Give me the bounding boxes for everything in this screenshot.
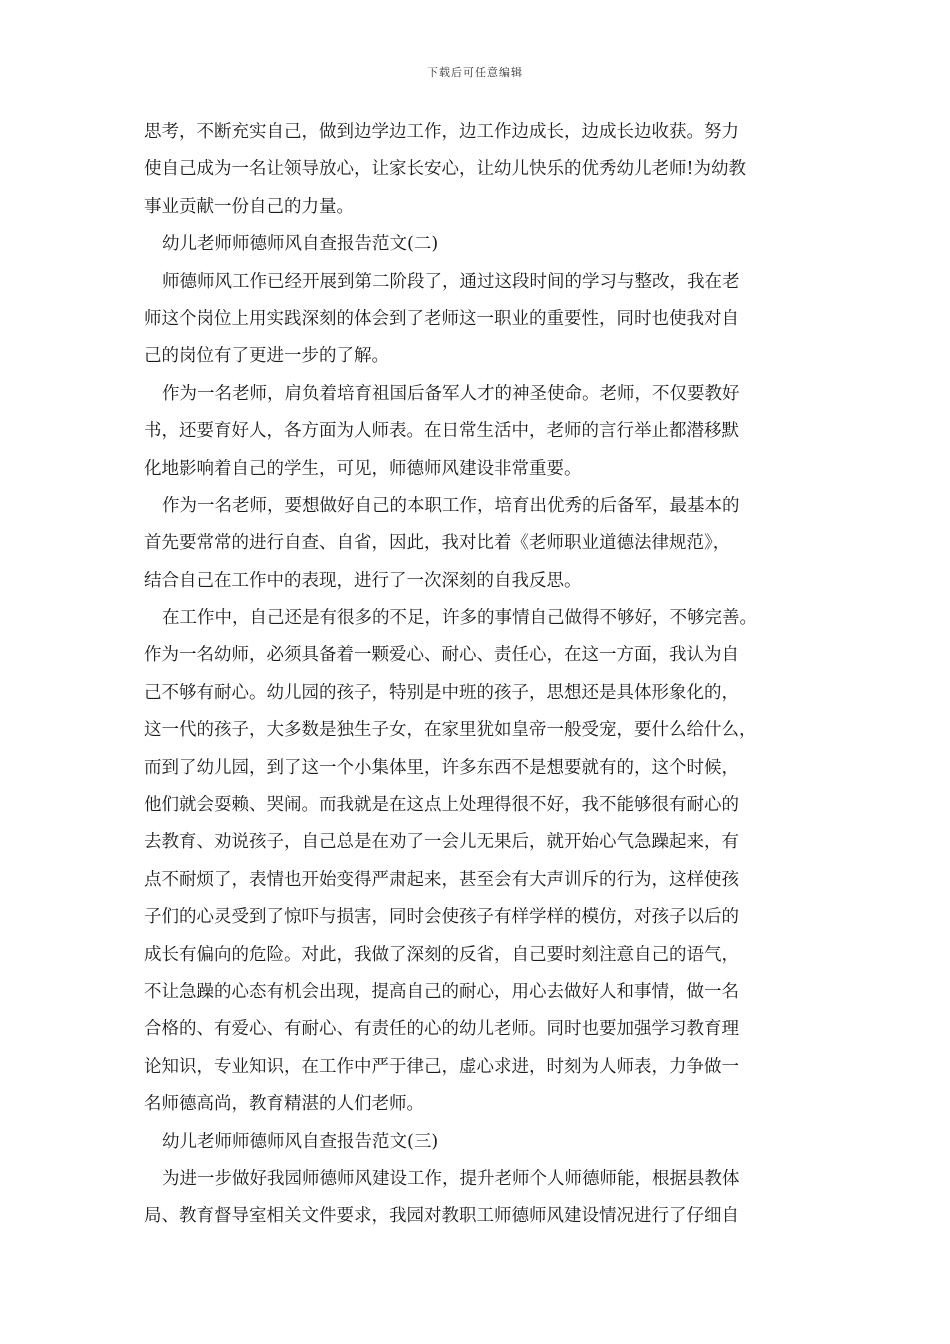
text-line: 这一代的孩子，大多数是独生子女，在家里犹如皇帝一般受宠，要什么给什么， xyxy=(144,720,757,741)
text-line: 点不耐烦了，表情也开始变得严肃起来，甚至会有大声训斥的行为，这样使孩 xyxy=(144,869,739,890)
text-line: 幼儿老师师德师风自查报告范文(二) xyxy=(162,234,439,255)
text-line: 合格的、有爱心、有耐心、有责任的心的幼儿老师。同时也要加强学习教育理 xyxy=(144,1019,739,1040)
text-line: 他们就会耍赖、哭闹。而我就是在这点上处理得很不好，我不能够很有耐心的 xyxy=(144,795,739,816)
text-line: 不让急躁的心态有机会出现，提高自己的耐心，用心去做好人和事情，做一名 xyxy=(144,981,739,1002)
text-line: 使自己成为一名让领导放心，让家长安心，让幼儿快乐的优秀幼儿老师!为幼教 xyxy=(144,159,747,180)
text-line: 作为一名幼师，必须具备着一颗爱心、耐心、责任心，在这一方面，我认为自 xyxy=(144,645,739,666)
text-line: 名师德高尚，教育精湛的人们老师。 xyxy=(144,1094,424,1115)
text-line: 作为一名老师，肩负着培育祖国后备军人才的神圣使命。老师，不仅要教好 xyxy=(162,383,740,404)
text-line: 作为一名老师，要想做好自己的本职工作，培育出优秀的后备军，最基本的 xyxy=(162,495,740,516)
text-line: 书，还要育好人，各方面为人师表。在日常生活中，老师的言行举止都潜移默 xyxy=(144,421,739,442)
text-line: 师德师风工作已经开展到第二阶段了，通过这段时间的学习与整改，我在老 xyxy=(162,271,740,292)
text-line: 事业贡献一份自己的力量。 xyxy=(144,196,354,217)
text-line: 而到了幼儿园，到了这一个小集体里，许多东西不是想要就有的，这个时候， xyxy=(144,757,739,778)
text-line: 结合自己在工作中的表现，进行了一次深刻的自我反思。 xyxy=(144,570,582,591)
text-line: 成长有偏向的危险。对此，我做了深刻的反省，自己要时刻注意自己的语气， xyxy=(144,944,739,965)
text-line: 去教育、劝说孩子，自己总是在劝了一会儿无果后，就开始心气急躁起来，有 xyxy=(144,832,739,853)
text-line: 局、教育督导室相关文件要求，我园对教职工师德师风建设情况进行了仔细自 xyxy=(144,1206,739,1227)
text-line: 师这个岗位上用实践深刻的体会到了老师这一职业的重要性，同时也使我对自 xyxy=(144,308,739,329)
page-header: 下载后可任意编辑 xyxy=(427,66,523,79)
text-line: 思考，不断充实自己，做到边学边工作，边工作边成长，边成长边收获。努力 xyxy=(144,122,739,142)
text-line: 论知识，专业知识，在工作中严于律己，虚心求进，时刻为人师表，力争做一 xyxy=(144,1056,739,1077)
text-line: 化地影响着自己的学生，可见，师德师风建设非常重要。 xyxy=(144,458,582,479)
text-line: 幼儿老师师德师风自查报告范文(三) xyxy=(162,1131,439,1152)
text-line: 首先要常常的进行自查、自省，因此，我对比着《老师职业道德法律规范》， xyxy=(144,533,731,554)
text-line: 在工作中，自己还是有很多的不足，许多的事情自己做得不够好，不够完善。 xyxy=(162,608,757,629)
text-line: 己的岗位有了更进一步的了解。 xyxy=(144,346,389,367)
text-line: 为进一步做好我园师德师风建设工作，提升老师个人师德师能，根据县教体 xyxy=(162,1168,740,1189)
text-line: 己不够有耐心。幼儿园的孩子，特别是中班的孩子，思想还是具体形象化的， xyxy=(144,682,739,703)
text-line: 子们的心灵受到了惊吓与损害，同时会使孩子有样学样的模仿，对孩子以后的 xyxy=(144,907,739,928)
document-body xyxy=(144,114,812,1236)
